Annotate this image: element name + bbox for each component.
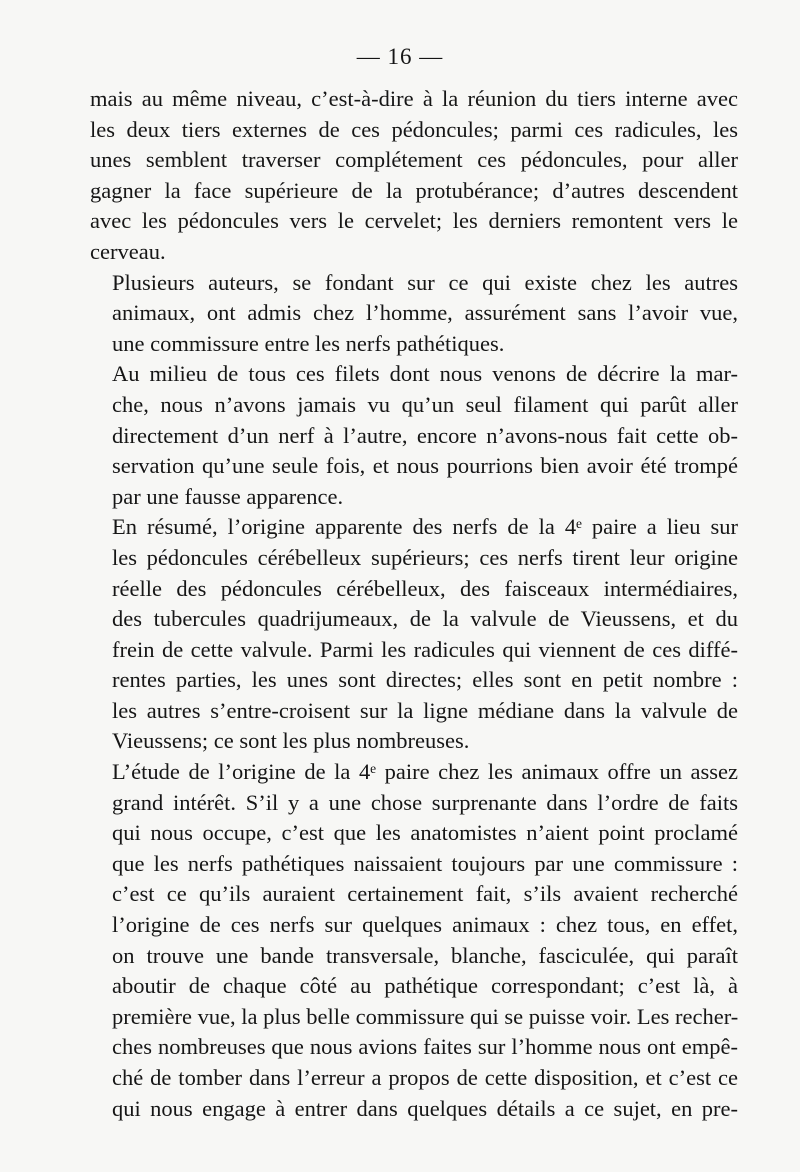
- text-line: l’origine de ces nerfs sur quelques animaux : chez tous, en effet,: [112, 912, 738, 938]
- text-line: che, nous n’avons jamais vu qu’un seul filament qui parût aller: [112, 391, 738, 417]
- text-line: cerveau.: [90, 238, 166, 264]
- text-line: ché de tomber dans l’erreur a propos de cette disposition, et c’est ce: [112, 1065, 738, 1090]
- text-line: réelle des pédoncules cérébelleux, des faisceaux intermédiaires,: [112, 575, 738, 601]
- text-line: Vieussens; ce sont les plus nombreuses.: [112, 728, 470, 754]
- paragraph-3: [90, 359, 738, 512]
- text-line: mais au même niveau, c’est-à-dire à la réunion du tiers interne avec: [90, 86, 738, 111]
- text-line: Plusieurs auteurs, se fondant sur ce qui existe chez les autres: [112, 269, 738, 295]
- text-line: unes semblent traverser complétement ces pédoncules, pour aller: [90, 147, 738, 173]
- page-number: — 16 —: [356, 44, 444, 69]
- text-line: grand intérêt. S’il y a une chose surprenante dans l’ordre de faits: [112, 789, 738, 815]
- body-text: [90, 84, 738, 1124]
- text-line: qui nous occupe, c’est que les anatomistes n’aient point proclamé: [112, 820, 738, 846]
- text-line: rentes parties, les unes sont directes; elles sont en petit nombre :: [112, 667, 738, 693]
- text-line: frein de cette valvule. Parmi les radicules qui viennent de ces diffé-: [112, 636, 738, 662]
- paragraph-2: [90, 268, 738, 360]
- text-line: avec les pédoncules vers le cervelet; les derniers remontent vers le: [90, 208, 738, 234]
- text-line: les pédoncules cérébelleux supérieurs; ces nerfs tirent leur origine: [112, 544, 738, 570]
- text-line: servation qu’une seule fois, et nous pourrions bien avoir été trompé: [112, 453, 738, 479]
- text-line: directement d’un nerf à l’autre, encore n’avons-nous fait cette ob-: [112, 422, 738, 448]
- text-line: aboutir de chaque côté au pathétique correspondant; c’est là, à: [112, 973, 738, 999]
- text-line: L’étude de l’origine de la 4ᵉ paire chez les animaux offre un assez: [112, 759, 738, 785]
- text-line: première vue, la plus belle commissure qui se puisse voir. Les recher-: [112, 1003, 739, 1029]
- text-line: par une fausse apparence.: [112, 483, 344, 509]
- paragraph-1: [90, 84, 738, 268]
- text-line: c’est ce qu’ils auraient certainement fait, s’ils avaient recherché: [112, 881, 738, 907]
- text-line: une commissure entre les nerfs pathétiques.: [112, 330, 505, 356]
- text-line: Au milieu de tous ces filets dont nous venons de décrire la mar-: [112, 361, 738, 387]
- paragraph-5: [90, 757, 738, 1124]
- text-line: que les nerfs pathétiques naissaient toujours par une commissure :: [112, 850, 738, 876]
- text-line: on trouve une bande transversale, blanche, fasciculée, qui paraît: [112, 942, 738, 968]
- text-line: les deux tiers externes de ces pédoncules; parmi ces radicules, les: [90, 116, 738, 142]
- text-line: les autres s’entre-croisent sur la ligne médiane dans la valvule de: [112, 697, 738, 723]
- text-line: En résumé, l’origine apparente des nerfs de la 4ᵉ paire a lieu sur: [112, 514, 738, 540]
- text-line: gagner la face supérieure de la protubérance; d’autres descendent: [90, 177, 738, 203]
- paragraph-4: [90, 512, 738, 757]
- text-line: animaux, ont admis chez l’homme, assurément sans l’avoir vue,: [112, 300, 738, 326]
- text-line: qui nous engage à entrer dans quelques détails a ce sujet, en pre-: [112, 1095, 738, 1121]
- text-line: ches nombreuses que nous avions faites sur l’homme nous ont empê-: [112, 1034, 738, 1060]
- text-line: des tubercules quadrijumeaux, de la valvule de Vieussens, et du: [112, 606, 738, 632]
